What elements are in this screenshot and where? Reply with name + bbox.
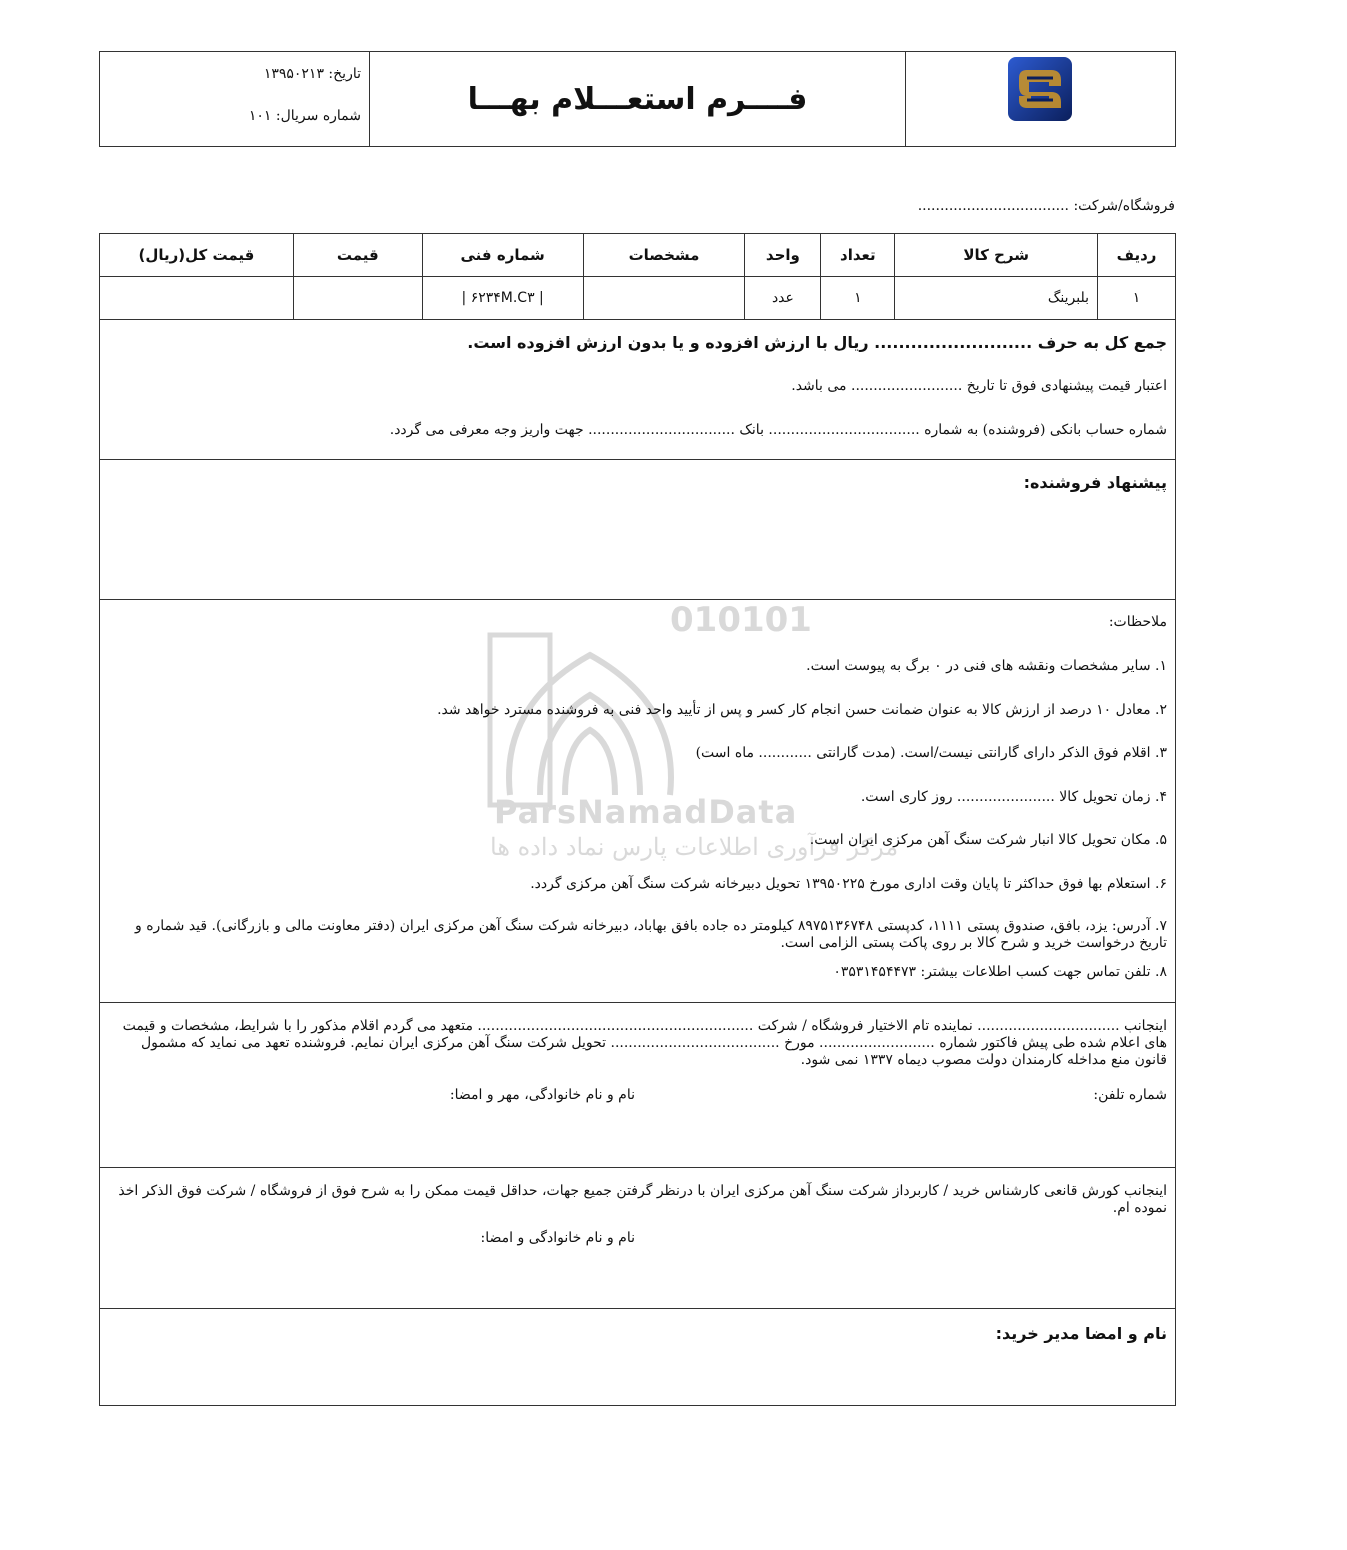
col-header-row-number: ردیف: [1098, 234, 1176, 277]
form-header: [99, 51, 1176, 147]
col-header-description: شرح کالا: [895, 234, 1098, 277]
seller-offer-section: [99, 460, 1176, 600]
note-item: ۳. اقلام فوق الذکر دارای گارانتی نیست/است. (مدت گارانتی ............ ماه است): [695, 745, 1167, 761]
cell-price: [293, 277, 422, 320]
col-header-price: قیمت: [293, 234, 422, 277]
seller-offer-title: پیشنهاد فروشنده:: [1023, 473, 1167, 492]
seller-signature-label: نام و نام خانوادگی، مهر و امضا:: [449, 1087, 635, 1103]
form-date: تاریخ: ۱۳۹۵۰۲۱۳: [263, 66, 361, 82]
commitment-section: [99, 1003, 1176, 1168]
cell-total-price: [100, 277, 294, 320]
items-table: [99, 233, 1176, 320]
note-item: ۵. مکان تحویل کالا انبار شرکت سنگ آهن مرکزی ایران است.: [809, 832, 1167, 848]
expert-text: اینجانب کورش قانعی کارشناس خرید / کاربرداز شرکت سنگ آهن مرکزی ایران با درنظر گرفتن جمیع جهات، حداقل قیمت ممکن را به شرح فوق از فروشگاه / شرکت فوق الذکر اخذ نموده ام.: [118, 1183, 1167, 1216]
watermark-subtitle: مرکز فرآوری اطلاعات پارس نماد داده ها: [490, 833, 899, 861]
col-header-part-number: شماره فنی: [422, 234, 583, 277]
manager-section: [99, 1309, 1176, 1406]
sum-in-words: جمع کل به حرف .......................... ریال با ارزش افزوده و یا بدون ارزش افزوده است.: [467, 333, 1167, 352]
note-item: ۴. زمان تحویل کالا ...................... روز کاری است.: [860, 789, 1167, 805]
part-number-text: ۶۲۳۴M.C۳: [470, 290, 535, 306]
manager-signature-title: نام و امضا مدیر خرید:: [995, 1324, 1167, 1343]
col-header-total-price: قیمت کل(ریال): [100, 234, 294, 277]
notes-section: [99, 600, 1176, 1003]
note-item: ۲. معادل ۱۰ درصد از ارزش کالا به عنوان ضمانت حسن انجام کار کسر و پس از تأیید واحد فنی به فروشنده مسترد خواهد شد.: [437, 702, 1167, 718]
table-header-row: [100, 234, 1176, 277]
note-item: ۷. آدرس: یزد، بافق، صندوق پستی ۱۱۱۱، کدپستی ۸۹۷۵۱۳۶۷۴۸ کیلومتر ده جاده بافق بهاباد، دبیرخانه شرکت سنگ آهن مرکزی ایران (دفتر معاونت مالی و بازرگانی). قید شماره و تاریخ درخواست خرید و شرح کالا بر روی پاکت پستی الزامی است.: [134, 918, 1167, 951]
company-logo-icon: [1007, 56, 1073, 122]
cell-quantity: ۱: [821, 277, 895, 320]
cell-description: بلبرینگ: [895, 277, 1098, 320]
col-header-quantity: تعداد: [821, 234, 895, 277]
note-item: ۱. سایر مشخصات ونقشه های فنی در ۰ برگ به پیوست است.: [806, 658, 1167, 674]
cell-unit: عدد: [745, 277, 821, 320]
note-item: ۶. استعلام بها فوق حداکثر تا پایان وقت اداری مورخ ۱۳۹۵۰۲۲۵ تحویل دبیرخانه شرکت سنگ آهن مرکزی گردد.: [530, 876, 1167, 892]
form-title: فــــرم استعـــلام بهـــا: [467, 81, 808, 117]
bank-account: شماره حساب بانکی (فروشنده) به شماره .................................. بانک ................................. جهت واریز وجه معرفی می گردد.: [389, 422, 1167, 438]
header-meta: [100, 52, 370, 146]
commitment-text: اینجانب ................................ نماینده تام الاختیار فروشگاه / شرکت .............................................................. متعهد می گردم اقلام مذکور را با شرایط، مشخصات و قیمت های اعلام شده طی پیش فاکتور شماره .......................... مورخ ...................................... تحویل شرکت سنگ آهن مرکزی ایران نمایم. فروشنده تعهد می نماید که مشمول قانون منع مداخله کارمندان دولت مصوب دیماه ۱۳۳۷ نمی شود.: [122, 1018, 1167, 1068]
table-row: [100, 277, 1176, 320]
expert-section: [99, 1168, 1176, 1309]
cell-part-number: | ۶۲۳۴M.C۳ |: [422, 277, 583, 320]
shop-company-line: فروشگاه/شرکت: ..................................: [917, 198, 1175, 214]
watermark-digits: 010101: [670, 600, 812, 640]
logo-cell: [905, 52, 1175, 146]
totals-section: [99, 320, 1176, 460]
col-header-specs: مشخصات: [583, 234, 745, 277]
form-serial: شماره سریال: ۱۰۱: [248, 108, 361, 124]
notes-title: ملاحظات:: [1108, 614, 1167, 630]
watermark-brand: ParsNamadData: [494, 793, 798, 831]
cell-specs: [583, 277, 745, 320]
note-item: ۸. تلفن تماس جهت کسب اطلاعات بیشتر: ۰۳۵۳۱۴۵۴۴۷۳: [833, 964, 1167, 980]
cell-row-number: ۱: [1098, 277, 1176, 320]
phone-label: شماره تلفن:: [1093, 1087, 1167, 1103]
price-validity: اعتبار قیمت پیشنهادی فوق تا تاریخ ......................... می باشد.: [791, 378, 1167, 394]
expert-signature-label: نام و نام خانوادگی و امضا:: [480, 1230, 635, 1246]
col-header-unit: واحد: [745, 234, 821, 277]
